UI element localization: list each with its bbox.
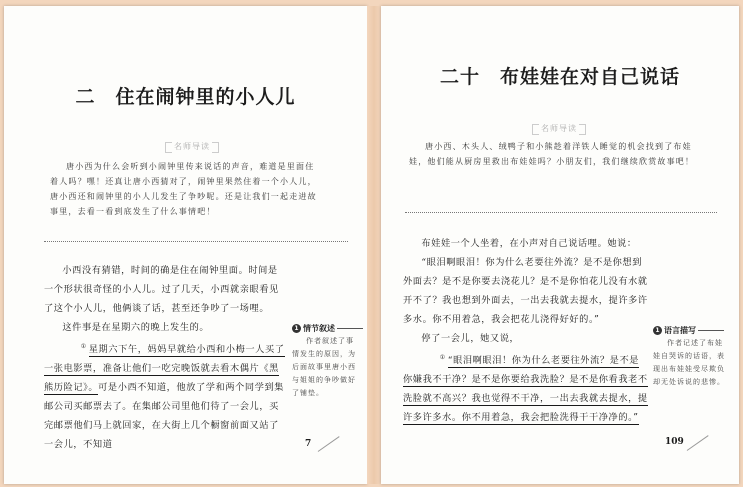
side-note-title: 语言描写 <box>664 326 696 335</box>
note-marker: ① <box>80 343 87 350</box>
book-spine <box>367 6 381 484</box>
page-number-slash <box>687 435 709 451</box>
paragraph: 布娃娃一个人坐着，在小声对自己说话哩。她说： <box>421 238 637 249</box>
underlined-passage: 星期六下午，妈妈早就给小西和小梅一人买了一张电影票，准备让他们一吃完晚饭就去看木偶片《黑熊历险记》。 <box>44 344 285 394</box>
paragraph: 小西没有猜错，时间的确是住在闹钟里面。时间是一个形状很奇怪的小人儿。过了几天，小西就亲眼看见了这个小人儿，他俩谈了话，甚至还争吵了一场哩。 <box>44 265 279 314</box>
page-number: 109 <box>665 437 684 447</box>
underlined-passage: “眼泪啊眼泪！你为什么老要往外流？是不是你嫌我不干净？是不是你要给我洗脸？是不是你看我老不洗脸就不高兴？我也觉得不干净，一出去我就去提水，提许多许多水。你不用着急，我会把脸洗得干干净净的。” <box>403 355 648 424</box>
side-note-heading <box>292 322 356 335</box>
right-page <box>381 6 739 484</box>
note-number: 1 <box>292 324 301 333</box>
divider <box>405 212 717 213</box>
note-marker: ① <box>439 354 446 361</box>
side-note-heading <box>653 324 729 337</box>
paragraph: “眼泪啊眼泪！你为什么老要往外流？是不是你想到外面去？是不是你要去浇花儿？是不是你怕花儿没有水就开不了？我也想到外面去，一出去我就去提水，提许多许多水。你不用着急，我会把花儿浇得好好的。” <box>403 257 648 325</box>
chapter-intro <box>50 159 320 219</box>
chapter-title: 二 住在闹钟里的小人儿 <box>75 86 296 108</box>
side-note <box>653 324 729 389</box>
intro-text: 唐小西、木头人、绒鸭子和小熊趁着洋铁人睡觉的机会找到了布娃娃，他们能从厨房里救出布娃娃吗？小朋友们，我们继续欣赏故事吧！ <box>409 142 695 166</box>
heading-rule <box>337 328 363 329</box>
left-page <box>4 6 367 484</box>
story-text <box>44 261 287 454</box>
divider <box>44 241 348 242</box>
side-note <box>292 322 356 400</box>
annotated-paragraph <box>403 348 648 427</box>
heading-rule <box>698 330 724 331</box>
paragraph: 这件事是在星期六的晚上发生的。 <box>62 322 210 333</box>
chapter-title: 二十 布娃娃在对自己说话 <box>439 66 680 88</box>
story-text <box>403 234 648 427</box>
note-number: 1 <box>653 326 662 335</box>
side-note-text: 作者记述了布娃娃自哭诉的话语，表现出布娃娃受尽欺负却无处诉说的悲惨。 <box>653 339 725 386</box>
guide-badge: 名师导读 <box>174 142 210 151</box>
paragraph: 停了一会儿，她又说， <box>421 333 520 344</box>
annotated-paragraph <box>44 337 287 454</box>
guide-badge: 名师导读 <box>541 124 577 133</box>
paragraph-continuation: 可是小西不知道，他放了学和两个同学到集邮公司买邮票去了。在集邮公司里他们待了一会儿，买完邮票他们马上就回家，在大街上几个橱窗前面又站了一会儿，不知道 <box>44 382 285 451</box>
intro-text: 唐小西为什么会听到小闹钟里传来说话的声音，难道是里面住着人吗？嘿！还真让唐小西猜对了，闹钟里果然住着一个小人儿，唐小西还和闹钟里的小人儿发生了争吵呢。还是让我们一起走进故事里，去看一看到底发生了什么事情吧！ <box>50 162 317 216</box>
side-note-text: 作者叙述了事情发生的原因，为后面故事里唐小西与姐姐的争吵做好了铺垫。 <box>292 337 356 397</box>
page-number-slash <box>318 436 340 452</box>
page-number: 7 <box>305 439 312 449</box>
chapter-intro <box>409 139 709 169</box>
side-note-title: 情节叙述 <box>303 324 335 333</box>
